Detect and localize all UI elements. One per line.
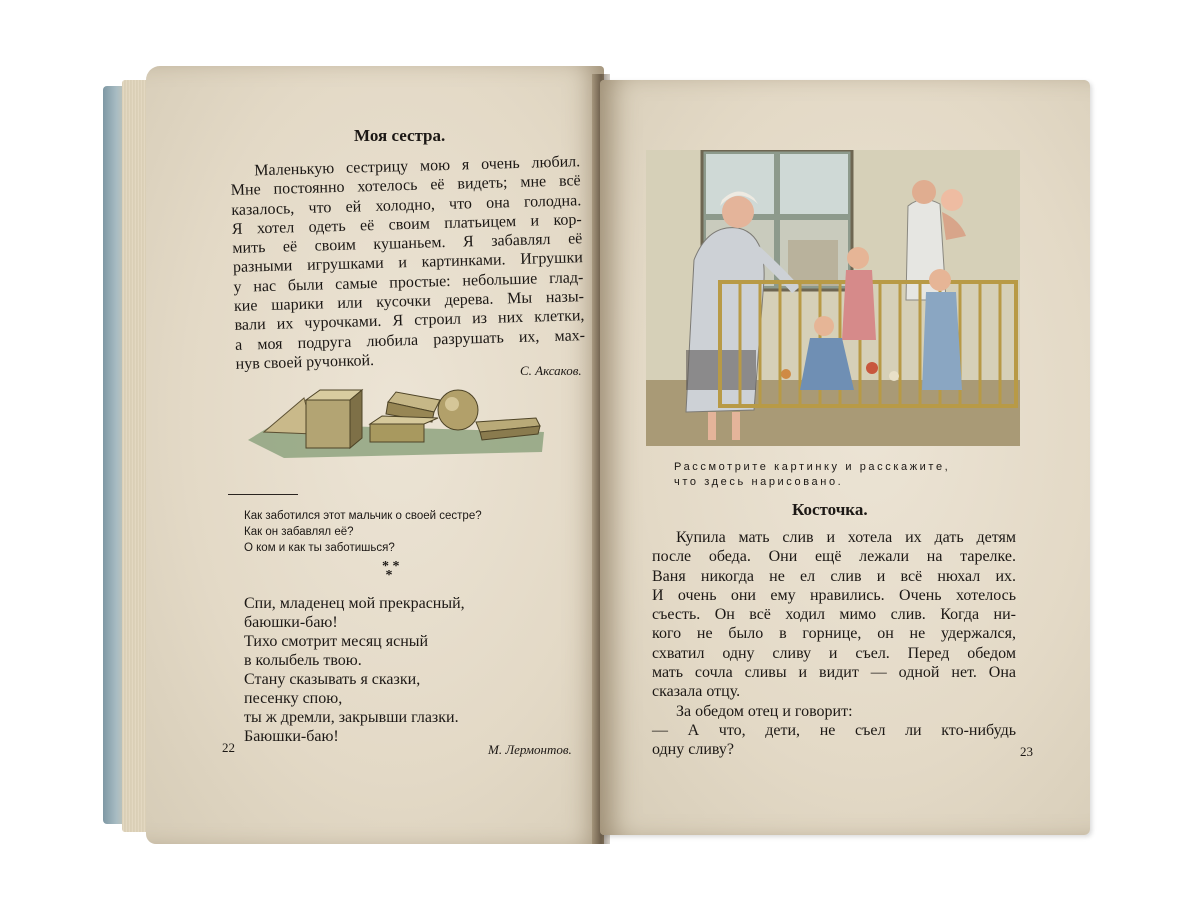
caption-line: что здесь нарисовано.: [674, 476, 844, 488]
text-line: вали их чурочками. Я строил из них клетки,: [234, 307, 585, 335]
text-line: съесть. Он всё ходил мимо слив. Когда ни-: [652, 606, 1016, 624]
text-line: нув своей ручонкой.: [235, 352, 375, 373]
wooden-blocks-illustration: [244, 388, 554, 466]
footnote-divider: [228, 494, 298, 495]
poem-line: в колыбель твою.: [244, 652, 362, 669]
text-line: И очень они ему нравились. Очень хотелось: [652, 586, 1016, 604]
text-line: Купила мать слив и хотела их дать детям: [676, 529, 1016, 546]
page-number-right: 23: [1020, 744, 1033, 759]
poem-line: песенку спою,: [244, 690, 343, 707]
text-line: сказала отцу.: [652, 683, 741, 701]
poem-line: Баюшки-баю!: [244, 728, 339, 745]
text-line: казалось, что ей холодно, что она голодна.: [231, 191, 582, 219]
story-text-kostochka: [652, 528, 1016, 760]
text-line: Ваня никогда не ел слив и всё нюхал их.: [652, 567, 1016, 585]
text-line: мить её своим кушаньем. Я забавлял её: [232, 230, 583, 258]
text-line: кого не было в горнице, он не удержался,: [652, 625, 1016, 643]
text-line: Я хотел одеть её своим платьицем и кор-: [231, 211, 582, 238]
story-text-my-sister: [230, 152, 586, 374]
poem-line: баюшки-баю!: [244, 614, 338, 631]
poem-author: М. Лермонтов.: [488, 742, 572, 757]
question: Как заботился этот мальчик о своей сестре?: [244, 510, 482, 522]
poem-line: Стану сказывать я сказки,: [244, 671, 421, 688]
question: Как он забавлял её?: [244, 526, 354, 538]
text-line: За обедом отец и говорит:: [676, 702, 853, 720]
text-line: мать сочла сливы и видит — одной нет. Она: [652, 664, 1016, 682]
text-line: кие шарики или кусочки дерева. Мы назы-: [233, 288, 585, 316]
poem-line: ты ж дремли, закрывши глазки.: [244, 709, 459, 726]
right-page: [600, 80, 1090, 835]
story-title-my-sister: Моя сестра.: [354, 126, 446, 145]
questions-block: [244, 508, 482, 556]
question: О ком и как ты заботишься?: [244, 542, 395, 554]
poem: [244, 594, 465, 746]
text-line: Маленькую сестрицу мою я очень любил.: [254, 153, 581, 180]
text-line: схватил одну сливу и съел. Перед обедом: [652, 644, 1016, 662]
poem-line: Спи, младенец мой прекрасный,: [244, 595, 465, 612]
text-line: а моя подруга любила разрушать их, мах-: [234, 326, 586, 354]
text-line: — А что, дети, не съел ли кто-нибудь: [652, 721, 1016, 739]
asterism: * * *: [382, 559, 400, 583]
text-line: одну сливу?: [652, 741, 734, 759]
caption-line: Рассмотрите картинку и расскажите,: [674, 461, 951, 473]
page-number-left: 22: [222, 740, 235, 755]
nursery-illustration: [646, 150, 1020, 446]
text-line: у нас были самые простые: небольшие глад-: [233, 268, 584, 296]
left-page: [146, 66, 604, 844]
text-line: разными игрушками и картинками. Игрушки: [232, 249, 584, 277]
text-line: после обеда. Они ещё лежали на тарелке.: [652, 548, 1016, 566]
story-author: С. Аксаков.: [520, 363, 582, 378]
story-title-kostochka: Косточка.: [792, 500, 868, 519]
text-line: Мне постоянно хотелось её видеть; мне всё: [230, 172, 581, 200]
illustration-caption: [674, 460, 950, 490]
poem-line: Тихо смотрит месяц ясный: [244, 633, 429, 650]
